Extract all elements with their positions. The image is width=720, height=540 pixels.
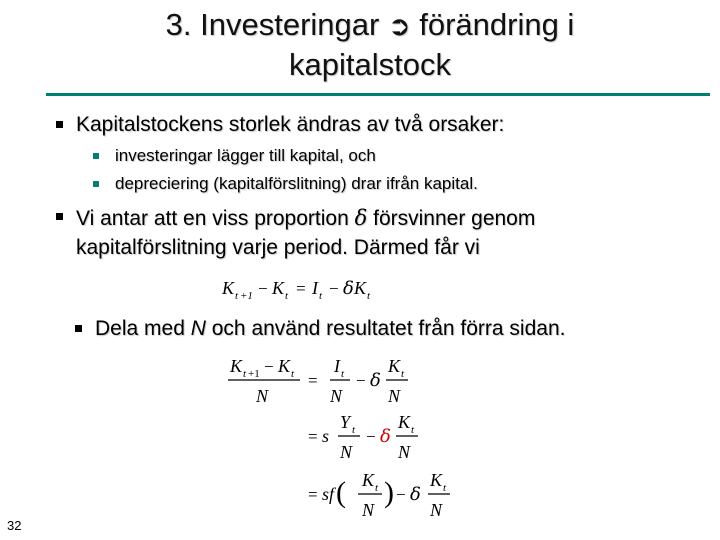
svg-text:s: s — [322, 426, 330, 446]
svg-text:K: K — [388, 356, 401, 376]
bullet-text: Kapitalstockens storlek ändras av två orsaker: — [76, 113, 505, 136]
svg-text:N: N — [340, 442, 353, 462]
svg-text:t: t — [411, 424, 415, 436]
bullet-text — [95, 316, 565, 342]
svg-text:t: t — [401, 368, 405, 380]
svg-text:K: K — [278, 356, 291, 376]
svg-text:=: = — [308, 371, 318, 390]
svg-text:N: N — [388, 386, 401, 406]
bullet-causes — [56, 112, 504, 138]
divide-text-1: Dela med — [95, 317, 185, 340]
sub-bullet-marker-icon — [93, 153, 99, 159]
svg-text:N: N — [398, 442, 411, 462]
svg-text:K: K — [398, 412, 411, 432]
title-prefix: 3. Investeringar — [165, 7, 380, 42]
svg-text:−: − — [356, 371, 366, 390]
svg-text:=: = — [295, 279, 307, 298]
svg-text:K: K — [222, 278, 235, 298]
bullet-marker-icon — [75, 325, 82, 332]
svg-text:): ) — [384, 476, 394, 509]
svg-text:N: N — [362, 500, 375, 520]
equation-capital-accumulation — [222, 272, 398, 304]
bullet-text — [76, 204, 535, 262]
svg-text:I: I — [312, 278, 318, 298]
svg-text:t: t — [375, 482, 379, 494]
assumption-text-2: försvinner genom — [373, 207, 536, 230]
svg-text:K: K — [272, 278, 285, 298]
assumption-text-3: kapitalförslitning varje period. Därmed får vi — [76, 236, 480, 259]
sub-bullet-marker-icon — [93, 181, 99, 187]
svg-text:t: t — [235, 290, 239, 302]
svg-text:K: K — [362, 470, 375, 490]
svg-text:K: K — [430, 470, 443, 490]
svg-text:t: t — [341, 368, 345, 380]
svg-text:N: N — [430, 500, 443, 520]
svg-text:−: − — [257, 279, 269, 298]
sub-bullet-text: investeringar lägger till kapital, och — [115, 146, 376, 165]
svg-text:=: = — [308, 485, 318, 504]
title-line-2: kapitalstock — [289, 47, 451, 82]
svg-text:=: = — [308, 427, 318, 446]
title-suffix: förändring i — [419, 7, 575, 42]
svg-text:δ: δ — [370, 370, 381, 391]
svg-text:(: ( — [336, 476, 346, 509]
svg-text:+1: +1 — [248, 368, 260, 380]
svg-text:Y: Y — [340, 412, 351, 432]
bullet-assumption — [56, 204, 535, 262]
svg-text:−: − — [264, 357, 274, 376]
bullet-marker-icon — [56, 213, 63, 220]
variable-n: N — [190, 317, 206, 340]
svg-text:K: K — [354, 278, 367, 298]
svg-text:δ: δ — [410, 484, 421, 505]
svg-text:t: t — [243, 368, 247, 380]
svg-text:−: − — [366, 427, 376, 446]
svg-text:N: N — [330, 386, 343, 406]
svg-text:t: t — [291, 368, 295, 380]
bullet-marker-icon — [56, 121, 63, 128]
svg-text:δ: δ — [380, 426, 391, 447]
svg-text:K: K — [230, 356, 243, 376]
svg-text:δ: δ — [343, 278, 354, 299]
svg-text:t: t — [285, 290, 289, 302]
svg-text:t: t — [319, 290, 323, 302]
svg-text:sf: sf — [322, 484, 335, 504]
sub-bullet-depreciation — [93, 173, 478, 195]
svg-text:N: N — [256, 386, 269, 406]
assumption-text-1: Vi antar att en viss proportion — [76, 207, 349, 230]
svg-text:−: − — [396, 485, 406, 504]
sub-bullet-text: depreciering (kapitalförslitning) drar ifrån kapital. — [115, 174, 478, 193]
title-divider — [46, 93, 710, 96]
sub-bullet-investment — [93, 145, 376, 167]
bullet-divide — [75, 316, 565, 342]
svg-text:t: t — [443, 482, 447, 494]
arrow-icon: ➲ — [387, 11, 411, 42]
svg-text:I: I — [334, 356, 340, 376]
page-number: 32 — [7, 518, 22, 533]
slide-title — [60, 6, 680, 84]
svg-text:−: − — [328, 279, 340, 298]
delta-symbol: δ — [354, 206, 368, 230]
svg-text:+1: +1 — [240, 290, 253, 302]
title-line-1 — [60, 6, 680, 46]
divide-text-2: och använd resultatet från förra sidan. — [211, 317, 566, 340]
svg-text:t: t — [367, 290, 371, 302]
svg-text:t: t — [352, 424, 356, 436]
equation-per-worker — [222, 350, 462, 526]
